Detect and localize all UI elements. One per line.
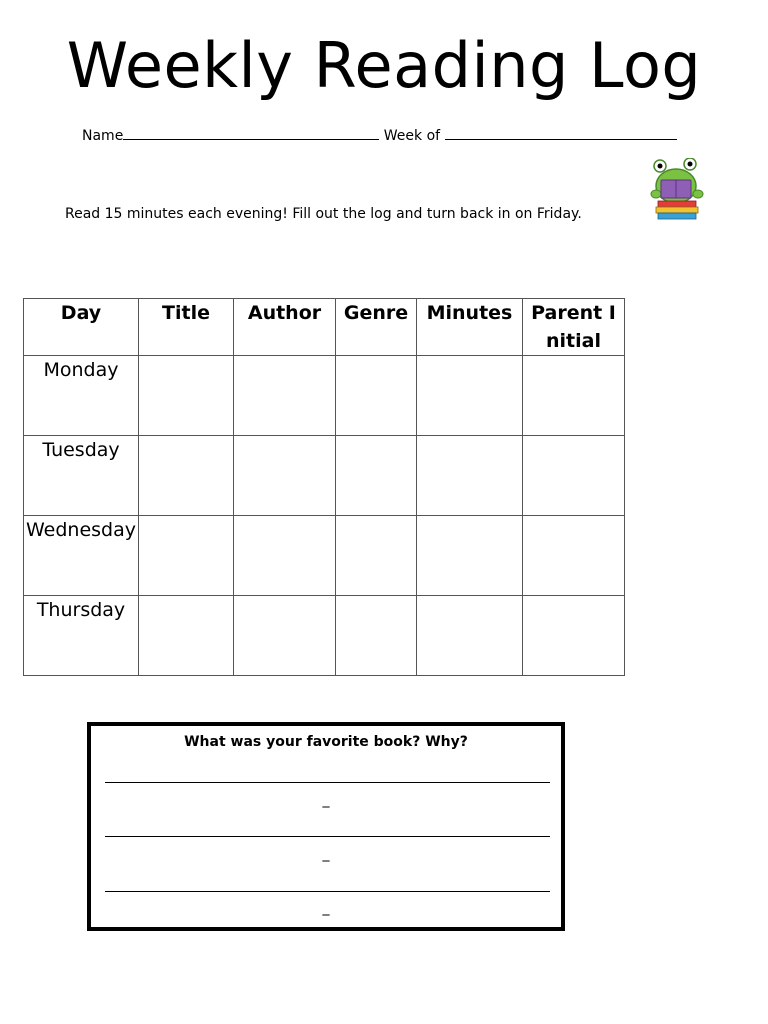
week-blank[interactable] (445, 125, 677, 140)
day-cell: Tuesday (24, 436, 139, 516)
favorite-book-question: What was your favorite book? Why? (184, 734, 468, 750)
header-author: Author (234, 299, 336, 356)
author-cell[interactable] (234, 356, 336, 436)
day-cell: Wednesday (24, 516, 139, 596)
minutes-cell[interactable] (417, 356, 523, 436)
table-row (24, 356, 625, 436)
title-cell[interactable] (139, 596, 234, 676)
table-row (24, 516, 625, 596)
name-blank[interactable] (123, 125, 379, 140)
instructions-text: Read 15 minutes each evening! Fill out the log and turn back in on Friday. (65, 206, 582, 222)
table-header-row (24, 299, 625, 356)
author-cell[interactable] (234, 516, 336, 596)
favorite-book-box (87, 722, 565, 931)
reading-monster-icon (650, 158, 704, 224)
table-row (24, 436, 625, 516)
answer-line[interactable] (105, 782, 550, 783)
reading-log-table (23, 298, 625, 676)
title-cell[interactable] (139, 356, 234, 436)
genre-cell[interactable] (336, 516, 417, 596)
answer-line-mark: _ (322, 846, 330, 862)
parent-initial-cell[interactable] (523, 596, 625, 676)
minutes-cell[interactable] (417, 516, 523, 596)
header-title: Title (139, 299, 234, 356)
author-cell[interactable] (234, 596, 336, 676)
parent-initial-cell[interactable] (523, 356, 625, 436)
parent-initial-cell[interactable] (523, 436, 625, 516)
day-cell: Monday (24, 356, 139, 436)
header-parent-initial: Parent Initial (523, 299, 625, 356)
answer-line[interactable] (105, 891, 550, 892)
header-day: Day (24, 299, 139, 356)
parent-initial-cell[interactable] (523, 516, 625, 596)
title-cell[interactable] (139, 436, 234, 516)
page-title: Weekly Reading Log (66, 29, 702, 102)
name-week-line (82, 125, 677, 144)
week-label: Week of (383, 128, 441, 144)
table-row (24, 596, 625, 676)
answer-line-mark: _ (322, 792, 330, 808)
answer-line[interactable] (105, 836, 550, 837)
minutes-cell[interactable] (417, 596, 523, 676)
name-label: Name (82, 128, 124, 144)
title-cell[interactable] (139, 516, 234, 596)
genre-cell[interactable] (336, 596, 417, 676)
answer-line-mark: _ (322, 900, 330, 916)
header-minutes: Minutes (417, 299, 523, 356)
day-cell: Thursday (24, 596, 139, 676)
author-cell[interactable] (234, 436, 336, 516)
genre-cell[interactable] (336, 356, 417, 436)
genre-cell[interactable] (336, 436, 417, 516)
minutes-cell[interactable] (417, 436, 523, 516)
header-genre: Genre (336, 299, 417, 356)
